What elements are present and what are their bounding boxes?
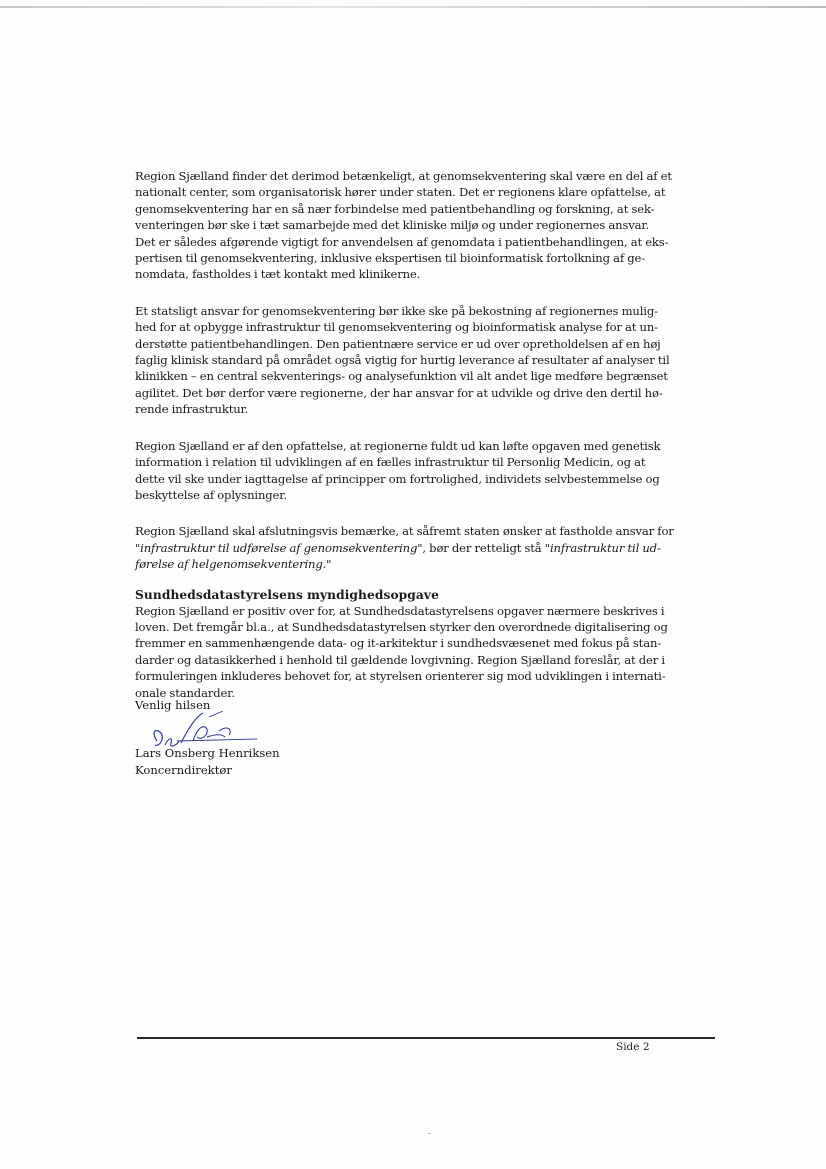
paragraph-regional-capacity: Region Sjælland er af den opfattelse, at regionerne fuldt ud kan løfte opgaven med genetisk information i relation til udviklingen af en fælles infrastruktur til Personlig Medicin, og at dette vil ske under iagttagelse af principper om fortrolighed, individets selvbestemmelse og beskyttelse af oplysninger.	[135, 438, 661, 502]
signer-title: Koncerndirektør	[135, 763, 232, 777]
section-heading: Sundhedsdatastyrelsens myndighedsopgave	[135, 587, 439, 602]
letter-closing	[135, 697, 435, 777]
greeting: Venlig hilsen	[135, 698, 211, 712]
closing-remark-italic-1: "infrastruktur til udførelse af genomsekventering"	[135, 540, 423, 555]
letter-body	[135, 168, 720, 721]
paragraph-authority-task: Region Sjælland er positiv over for, at Sundhedsdatastyrelsens opgaver nærmere beskrives i loven. Det fremgår bl.a., at Sundhedsdatastyrelsen styrker den overordnede digitalisering og fremmer en sammenhængende data- og it-arkitektur i sundhedsvæsenet med fokus på stan- darder og datasikkerhed i henhold til gældende lovgivning. Region Sjælland foreslår, at der i formuleringen inkluderes behovet for, at styrelsen orienterer sig mod udviklingen i internati- onale standarder.	[135, 603, 668, 700]
footer-rule	[137, 1037, 715, 1039]
scan-speck	[428, 1133, 431, 1134]
paragraph-genome-sequencing-concern: Region Sjælland finder det derimod betænkeligt, at genomsekventering skal være en del af et nationalt center, som organisatorisk hører under staten. Det er regionens klare opfattelse, at genomsekventering har en så nær forbindelse med patientbehandling og forskning, at sek- venteringen bør ske i tæt samarbejde med det kliniske miljø og under regionernes ansvar. Det er således afgørende vigtigt for anvendelsen af genomdata i patientbehandlingen, at eks- pertisen til genomsekventering, inklusive ekspertisen til bioinformatisk fortolkning af ge- nomdata, fastholdes i tæt kontakt med klinikerne.	[135, 169, 672, 282]
scan-top-edge	[0, 6, 826, 8]
page-number: Side 2	[616, 1041, 650, 1053]
closing-remark-italic-2: "infrastruktur til ud- førelse af helgenomsekventering."	[135, 540, 661, 572]
paragraph-closing-remark	[135, 523, 720, 572]
closing-remark-text-2: , bør der retteligt stå	[422, 540, 545, 555]
signer-name: Lars Onsberg Henriksen	[135, 746, 280, 760]
paragraph-state-responsibility: Et statsligt ansvar for genomsekventering bør ikke ske på bekostning af regionernes mulig- hed for at opbygge infrastruktur til genomsekventering og bioinformatisk analyse for at un- derstøtte patientbehandlingen. Den patientnære service er ud over opretholdelsen af en høj faglig klinisk standard på området også vigtig for hurtig leverance af resultater af analyser til klinikken – en central sekventerings- og analysefunktion vil alt andet lige medføre begrænset agilitet. Det bør derfor være regionerne, der har ansvar for at udvikle og drive den dertil hø- rende infrastruktur.	[135, 303, 670, 417]
closing-remark-text-1: Region Sjælland skal afslutningsvis bemærke, at såfremt staten ønsker at fastholde ansvar for	[135, 524, 674, 539]
